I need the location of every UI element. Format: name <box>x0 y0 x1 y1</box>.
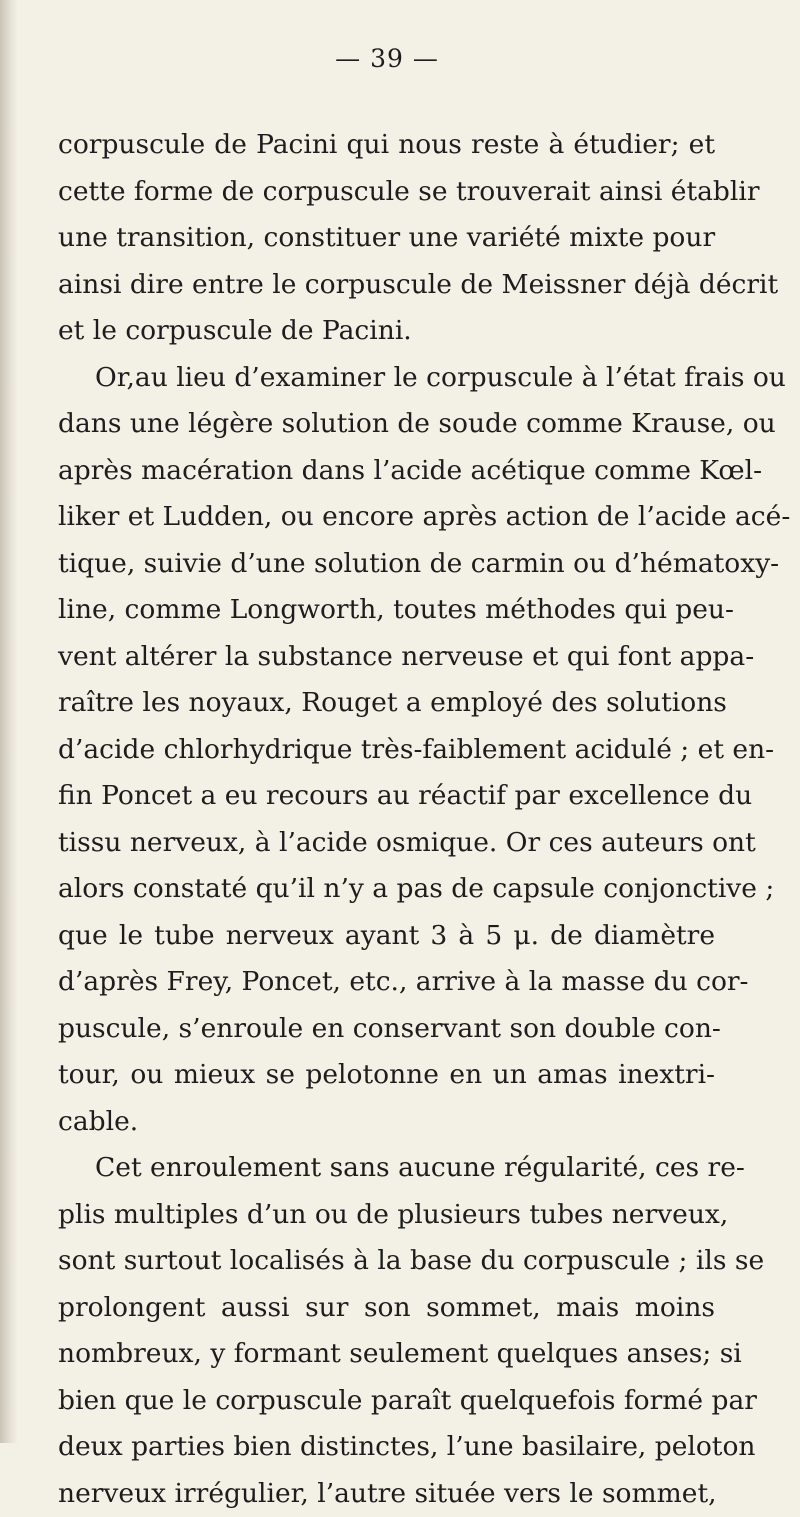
text-line: et le corpuscule de Pacini. <box>58 308 715 355</box>
text-line: nombreux, y formant seulement quelques anses; si <box>58 1331 715 1378</box>
text-line: corpuscule de Pacini qui nous reste à étudier; et <box>58 122 715 169</box>
text-line: ainsi dire entre le corpuscule de Meissner déjà décrit <box>58 262 715 309</box>
text-line: d’après Frey, Poncet, etc., arrive à la masse du cor- <box>58 959 715 1006</box>
text-line: liker et Ludden, ou encore après action de l’acide acé- <box>58 494 715 541</box>
text-line: sont surtout localisés à la base du corpuscule ; ils se <box>58 1238 715 1285</box>
book-spine-shadow <box>0 0 18 1443</box>
text-line: que le tube nerveux ayant 3 à 5 μ. de diamètre <box>58 913 715 960</box>
text-line: après macération dans l’acide acétique comme Kœl- <box>58 448 715 495</box>
text-line: d’acide chlorhydrique très-faiblement acidulé ; et en- <box>58 727 715 774</box>
page-number: — 39 — <box>58 44 716 73</box>
text-line: puscule, s’enroule en conservant son double con- <box>58 1006 715 1053</box>
body-text <box>58 122 758 1517</box>
text-line: tissu nerveux, à l’acide osmique. Or ces auteurs ont <box>58 820 715 867</box>
text-line: tique, suivie d’une solution de carmin ou d’hématoxy- <box>58 541 715 588</box>
text-line: raître les noyaux, Rouget a employé des solutions <box>58 680 715 727</box>
text-line: une transition, constituer une variété mixte pour <box>58 215 715 262</box>
text-line: prolongent aussi sur son sommet, mais moins <box>58 1285 715 1332</box>
text-line: Cet enroulement sans aucune régularité, ces re- <box>58 1145 715 1192</box>
text-line: fin Poncet a eu recours au réactif par excellence du <box>58 773 715 820</box>
text-line: plis multiples d’un ou de plusieurs tubes nerveux, <box>58 1192 715 1239</box>
text-line: tour, ou mieux se pelotonne en un amas inextri- <box>58 1052 715 1099</box>
text-line: Or,au lieu d’examiner le corpuscule à l’état frais ou <box>58 355 715 402</box>
text-line: line, comme Longworth, toutes méthodes qui peu- <box>58 587 715 634</box>
text-line: nerveux irrégulier, l’autre située vers le sommet, <box>58 1471 715 1517</box>
text-line: alors constaté qu’il n’y a pas de capsule conjonctive ; <box>58 866 715 913</box>
text-line: cable. <box>58 1099 715 1146</box>
text-line: bien que le corpuscule paraît quelquefois formé par <box>58 1378 715 1425</box>
text-line: dans une légère solution de soude comme Krause, ou <box>58 401 715 448</box>
text-line: deux parties bien distinctes, l’une basilaire, peloton <box>58 1424 715 1471</box>
text-line: cette forme de corpuscule se trouverait ainsi établir <box>58 169 715 216</box>
text-line: vent altérer la substance nerveuse et qui font appa- <box>58 634 715 681</box>
